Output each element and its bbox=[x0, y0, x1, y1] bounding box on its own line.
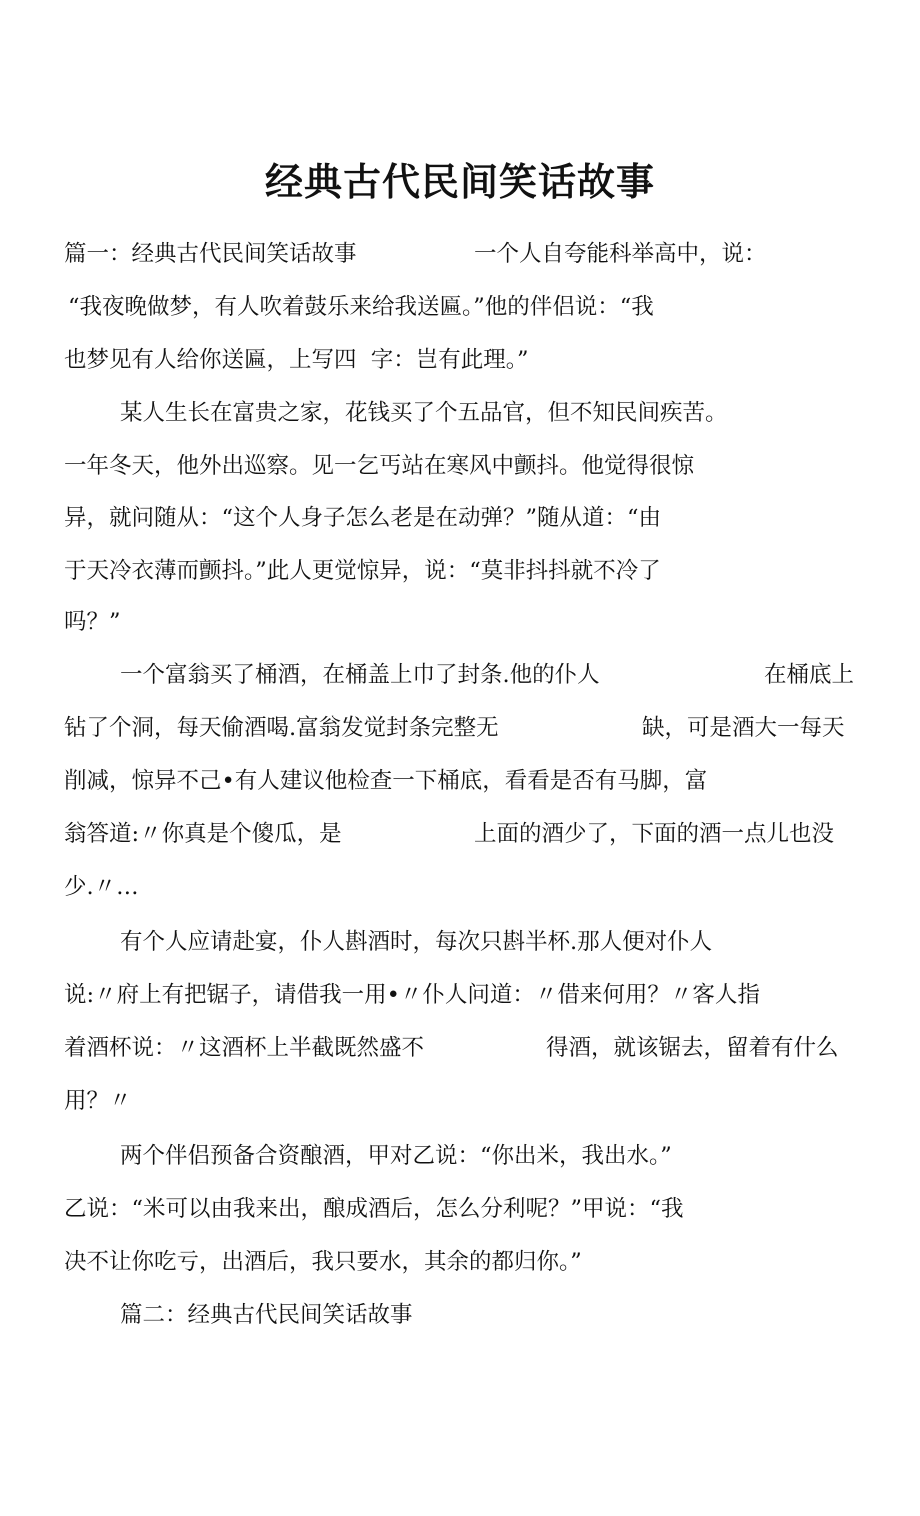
page-title: 经典古代民间笑话故事 bbox=[264, 160, 655, 204]
text-line-13: 少.〃… bbox=[64, 874, 139, 900]
text-line-10a: 钻了个洞，每天偷酒喝.富翁发觉封条完整无 bbox=[64, 715, 499, 741]
text-line-4: 某人生长在富贵之家，花钱买了个五品官，但不知民间疾苦。 bbox=[120, 400, 728, 426]
text-line-12a: 翁答道:〃你真是个傻瓜，是 bbox=[64, 821, 342, 847]
text-line-18: 两个伴侣预备合资酿酒，甲对乙说：“你出米，我出水。” bbox=[120, 1143, 672, 1169]
text-line-14: 有个人应请赴宴，仆人斟酒时，每次只斟半杯.那人便对仆人 bbox=[120, 929, 713, 955]
text-line-3: 也梦见有人给你送匾，上写四 字：岂有此理。” bbox=[64, 347, 529, 373]
text-line-12b: 上面的酒少了，下面的酒一点儿也没 bbox=[474, 821, 835, 847]
text-line-2: “我夜晚做梦，有人吹着鼓乐来给我送匾。”他的伴侣说：“我 bbox=[68, 294, 654, 320]
text-line-1b: 一个人自夸能科举高中，说： bbox=[474, 241, 767, 267]
text-line-6: 异，就问随从：“这个人身子怎么老是在动弹？”随从道：“由 bbox=[64, 505, 662, 531]
text-line-15: 说:〃府上有把锯子，请借我一用•〃仆人问道：〃借来何用？〃客人指 bbox=[64, 982, 760, 1008]
section-heading-2: 篇二：经典古代民间笑话故事 bbox=[120, 1302, 413, 1328]
text-line-8: 吗？” bbox=[64, 609, 121, 635]
text-line-19: 乙说：“米可以由我来出，酿成酒后，怎么分利呢？”甲说：“我 bbox=[64, 1196, 684, 1222]
text-line-16b: 得酒，就该锯去，留着有什么 bbox=[546, 1035, 839, 1061]
text-line-9a: 一个富翁买了桶酒，在桶盖上巾了封条.他的仆人 bbox=[120, 662, 600, 688]
text-line-17: 用？〃 bbox=[64, 1088, 132, 1114]
text-line-11: 削减，惊异不己•有人建议他检查一下桶底，看看是否有马脚，富 bbox=[64, 768, 708, 794]
text-line-16a: 着酒杯说：〃这酒杯上半截既然盛不 bbox=[64, 1035, 425, 1061]
text-line-1a: 篇一：经典古代民间笑话故事 bbox=[64, 241, 357, 267]
text-line-9b: 在桶底上 bbox=[764, 662, 855, 688]
text-line-5: 一年冬天，他外出巡察。见一乞丐站在寒风中颤抖。他觉得很惊 bbox=[64, 453, 695, 479]
text-line-7: 于天冷衣薄而颤抖。”此人更觉惊异，说：“莫非抖抖就不冷了 bbox=[64, 558, 661, 584]
text-line-10b: 缺，可是酒大一每天 bbox=[642, 715, 845, 741]
text-line-20: 决不让你吃亏，出酒后，我只要水，其余的都归你。” bbox=[64, 1249, 582, 1275]
